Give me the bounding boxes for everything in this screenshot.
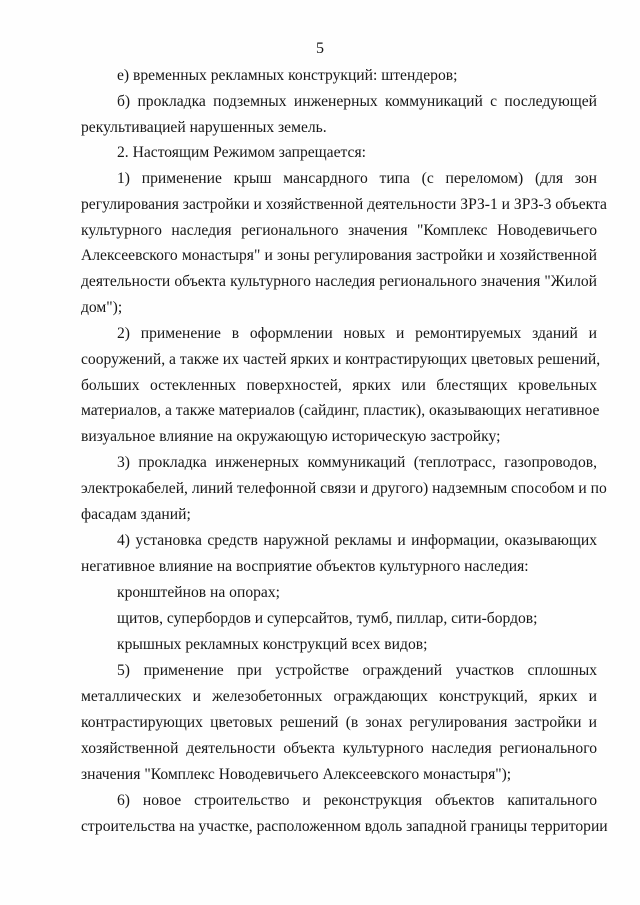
text-line: больших остекленных поверхностей, ярких или блестящих кровельных xyxy=(81,377,597,394)
page-number: 5 xyxy=(316,40,324,57)
text-line: б) прокладка подземных инженерных коммуникаций с последующей xyxy=(117,93,597,110)
text-line: деятельности объекта культурного наследия регионального значения "Жилой xyxy=(81,273,597,290)
text-line: металлических и железобетонных ограждающих конструкций, ярких и xyxy=(81,688,597,705)
text-line: фасадам зданий; xyxy=(81,506,191,523)
text-line: е) временных рекламных конструкций: штендеров; xyxy=(117,67,458,84)
text-line: материалов, а также материалов (сайдинг, пластик), оказывающих негативное xyxy=(81,402,600,419)
text-line: негативное влияние на восприятие объектов культурного наследия: xyxy=(81,558,529,575)
text-line: 1) применение крыш мансардного типа (с переломом) (для зон xyxy=(117,170,597,187)
text-line: 4) установка средств наружной рекламы и информации, оказывающих xyxy=(117,532,597,549)
text-line: Алексеевского монастыря" и зоны регулирования застройки и хозяйственной xyxy=(81,247,597,264)
text-line: строительства на участке, расположенном вдоль западной границы территории xyxy=(81,818,608,835)
text-line: 2. Настоящим Режимом запрещается: xyxy=(117,144,366,161)
text-line: регулирования застройки и хозяйственной деятельности ЗРЗ-1 и ЗРЗ-3 объекта xyxy=(81,196,607,213)
text-line: хозяйственной деятельности объекта культурного наследия регионального xyxy=(81,740,597,757)
text-line: сооружений, а также их частей ярких и контрастирующих цветовых решений, xyxy=(81,351,601,368)
text-line: 5) применение при устройстве ограждений участков сплошных xyxy=(117,662,597,679)
text-line: кронштейнов на опорах; xyxy=(117,584,280,601)
text-line: визуальное влияние на окружающую историческую застройку; xyxy=(81,428,501,445)
text-line: 2) применение в оформлении новых и ремонтируемых зданий и xyxy=(117,325,597,342)
text-line: щитов, супербордов и суперсайтов, тумб, пиллар, сити-бордов; xyxy=(117,610,538,627)
text-line: контрастирующих цветовых решений (в зонах регулирования застройки и xyxy=(81,714,597,731)
text-line: значения "Комплекс Новодевичьего Алексеевского монастыря"); xyxy=(81,766,512,783)
text-line: дом"); xyxy=(81,299,123,316)
text-line: 3) прокладка инженерных коммуникаций (теплотрасс, газопроводов, xyxy=(117,454,597,471)
text-line: электрокабелей, линий телефонной связи и другого) надземным способом и по xyxy=(81,480,607,497)
text-line: культурного наследия регионального значения "Комплекс Новодевичьего xyxy=(81,222,597,239)
text-line: крышных рекламных конструкций всех видов; xyxy=(117,636,428,653)
text-line: рекультивацией нарушенных земель. xyxy=(81,119,327,136)
text-line: 6) новое строительство и реконструкция объектов капитального xyxy=(117,792,597,809)
